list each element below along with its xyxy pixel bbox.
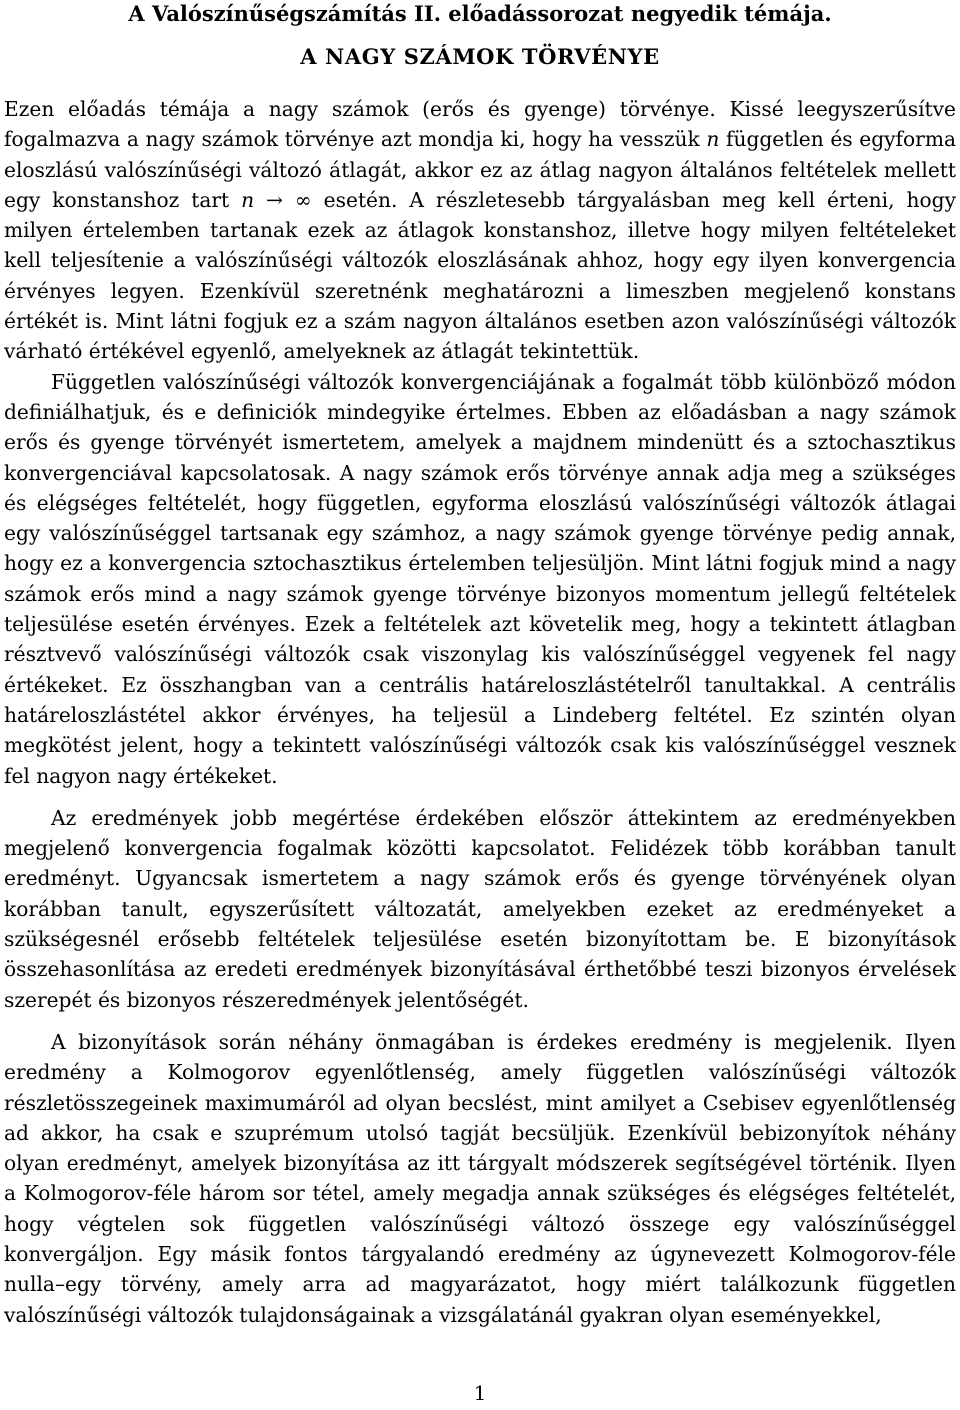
document-page: [4, 0, 956, 1330]
lecture-series-title: A Valószínűségszámítás II. előadássorozat negyedik témája.: [128, 1, 832, 26]
paragraph-intro-text-1: Ezen előadás témája a nagy számok (erős és gyenge) törvénye. Kissé leegyszerűsítve fogalmazva a nagy számok törvénye azt mondja ki, hogy ha vesszük: [4, 97, 956, 152]
topic-title: A NAGY SZÁMOK TÖRVÉNYE: [300, 44, 660, 69]
math-n-to-infinity: n → ∞: [241, 187, 312, 212]
paragraph-intro: [4, 94, 956, 367]
page-number: 1: [473, 1381, 487, 1405]
paragraph-convergence: Független valószínűségi változók konvergenciájának a fogalmát több különböző módon definiálhatjuk, és e definiciók mindegyike értelmes. Ebben az előadásban a nagy számok erős és gyenge törvényét ismertetem, amelyek a majdnem mindenütt és a sztochasztikus konvergenciával kapcsolatosak. A nagy számok erős törvénye annak adja meg a szükséges és elégséges feltételét, hogy független, egyforma eloszlású valószínűségi változók átlagai egy valószínűséggel tartsanak egy számhoz, a nagy számok gyenge törvénye pedig annak, hogy ez a konvergencia sztochasztikus értelemben teljesüljön. Mint látni fogjuk mind a nagy számok erős mind a nagy számok gyenge törvénye bizonyos momentum jellegű feltételek teljesülése esetén érvényes. Ezek a feltételek azt követelik meg, hogy a tekintett átlagban résztvevő valószínűségi változók csak viszonylag kis valószínűséggel vegyenek fel nagy értékeket. Ez összhangban van a centrális határeloszlástételről tanultakkal. A centrális határeloszlástétel akkor érvényes, ha teljesül a Lindeberg feltétel. Ez szintén olyan megkötést jelent, hogy a tekintett valószínűségi változók csak kis valószínűséggel vesznek fel nagyon nagy értékeket.: [4, 369, 956, 788]
paragraph-proofs: A bizonyítások során néhány önmagában is érdekes eredmény is megjelenik. Ilyen eredmény a Kolmogorov egyenlőtlenség, amely független valószínűségi változók részletösszegeinek maximumáról ad olyan becslést, mint amilyet a Csebisev egyenlőtlenség ad akkor, ha csak e szuprémum utolsó tagját becsüljük. Ezenkívül bebizonyítok néhány olyan eredményt, amelyek bizonyítása az itt tárgyalt módszerek segítségével történik. Ilyen a Kolmogorov-féle három sor tétel, amely megadja annak szükséges és elégséges feltételét, hogy végtelen sok független valószínűségi változó összege egy valószínűséggel konvergáljon. Egy másik fontos tárgyalandó eredmény az úgynevezett Kolmogorov-féle nulla–egy törvény, amely arra ad magyarázatot, hogy miért találkozunk független valószínűségi változók tulajdonságainak a vizsgálatánál gyakran olyan eseményekkel,: [4, 1029, 956, 1327]
paragraph-intro-text-3: esetén. A részletesebb tárgyalásban meg kell érteni, hogy milyen értelemben tartanak ezek az átlagok konstanshoz, illetve hogy milyen feltételeket kell teljesítenie a valószínűségi változók eloszlásának ahhoz, hogy egy ilyen konvergencia érvényes legyen. Ezenkívül szeretnénk meghatározni a limeszben megjelenő konstans értékét is. Mint látni fogjuk ez a szám nagyon általános esetben azon valószínűségi változók várható értékével egyenlő, amelyeknek az átlagát tekintettük.: [4, 187, 956, 364]
paragraph-intro-text-2: független és egyforma eloszlású valószínűségi változó átlagát, akkor ez az átlag nagyon általános feltételek mellett egy konstanshoz tart: [4, 127, 956, 212]
math-n: n: [706, 127, 720, 152]
paragraph-overview: Az eredmények jobb megértése érdekében először áttekintem az eredményekben megjelenő konvergencia fogalmak közötti kapcsolatot. Felidézek több korábban tanult eredményt. Ugyancsak ismertetem a nagy számok erős és gyenge törvényének olyan korábban tanult, egyszerűsített változatát, amelyekben ezeket az eredményeket a szükségesnél erősebb feltételek teljesülése esetén bizonyítottam be. E bizonyítások összehasonlítása az eredeti eredmények bizonyításával érthetőbbé teszi bizonyos érvelések szerepét és bizonyos részeredmények jelentőségét.: [4, 805, 956, 1012]
